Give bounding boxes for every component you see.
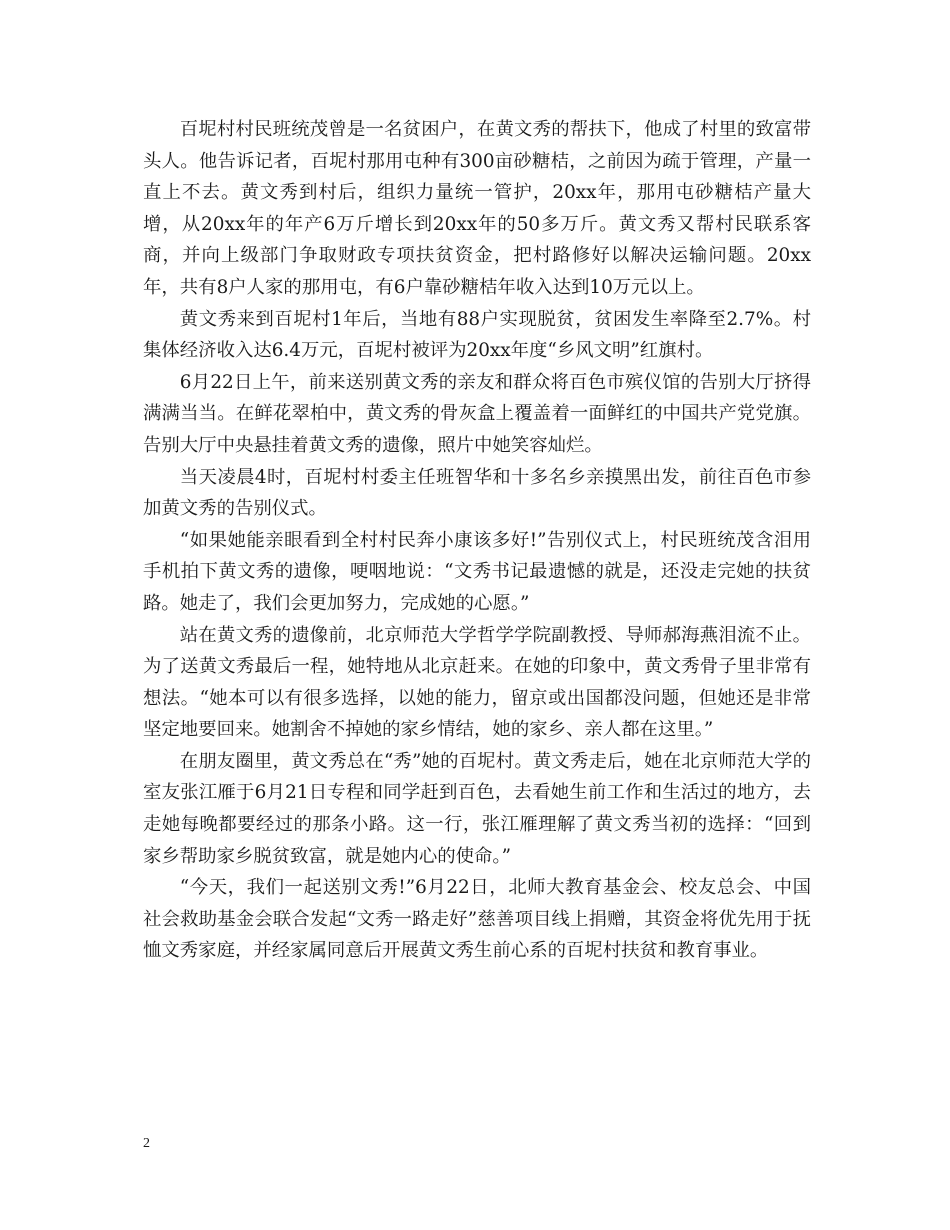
paragraph-3: 6月22日上午，前来送别黄文秀的亲友和群众将百色市殡仪馆的告别大厅挤得满满当当。在鲜花翠柏中，黄文秀的骨灰盒上覆盖着一面鲜红的中国共产党党旗。告别大厅中央悬挂着黄文秀的遗像，照片中她笑容灿烂。	[143, 371, 811, 456]
paragraph-5: “如果她能亲眼看到全村村民奔小康该多好!”告别仪式上，村民班统茂含泪用手机拍下黄文秀的遗像，哽咽地说：“文秀书记最遗憾的就是，还没走完她的扶贫路。她走了，我们会更加努力，完成她的心愿。”	[143, 529, 811, 614]
article-body	[143, 114, 811, 967]
paragraph-8: “今天，我们一起送别文秀!”6月22日，北师大教育基金会、校友总会、中国社会救助基金会联合发起“文秀一路走好”慈善项目线上捐赠，其资金将优先用于抚恤文秀家庭，并经家属同意后开展黄文秀生前心系的百坭村扶贫和教育事业。	[143, 877, 811, 962]
paragraph-1: 百坭村村民班统茂曾是一名贫困户，在黄文秀的帮扶下，他成了村里的致富带头人。他告诉记者，百坭村那用屯种有300亩砂糖桔，之前因为疏于管理，产量一直上不去。黄文秀到村后，组织力量统一管护，20xx年，那用屯砂糖桔产量大增，从20xx年的年产6万斤增长到20xx年的50多万斤。黄文秀又帮村民联系客商，并向上级部门争取财政专项扶贫资金，把村路修好以解决运输问题。20xx年，共有8户人家的那用屯，有6户靠砂糖桔年收入达到10万元以上。	[143, 119, 811, 298]
paragraph-7: 在朋友圈里，黄文秀总在“秀”她的百坭村。黄文秀走后，她在北京师范大学的室友张江雁于6月21日专程和同学赶到百色，去看她生前工作和生活过的地方，去走她每晚都要经过的那条小路。这一行，张江雁理解了黄文秀当初的选择：“回到家乡帮助家乡脱贫致富，就是她内心的使命。”	[143, 750, 811, 867]
page-number: 2	[143, 1136, 150, 1151]
paragraph-6: 站在黄文秀的遗像前，北京师范大学哲学学院副教授、导师郝海燕泪流不止。为了送黄文秀最后一程，她特地从北京赶来。在她的印象中，黄文秀骨子里非常有想法。“她本可以有很多选择，以她的能力，留京或出国都没问题，但她还是非常坚定地要回来。她割舍不掉她的家乡情结，她的家乡、亲人都在这里。”	[143, 624, 811, 741]
paragraph-4: 当天凌晨4时，百坭村村委主任班智华和十多名乡亲摸黑出发，前往百色市参加黄文秀的告别仪式。	[143, 466, 811, 520]
paragraph-2: 黄文秀来到百坭村1年后，当地有88户实现脱贫，贫困发生率降至2.7%。村集体经济收入达6.4万元，百坭村被评为20xx年度“乡风文明”红旗村。	[143, 308, 811, 362]
